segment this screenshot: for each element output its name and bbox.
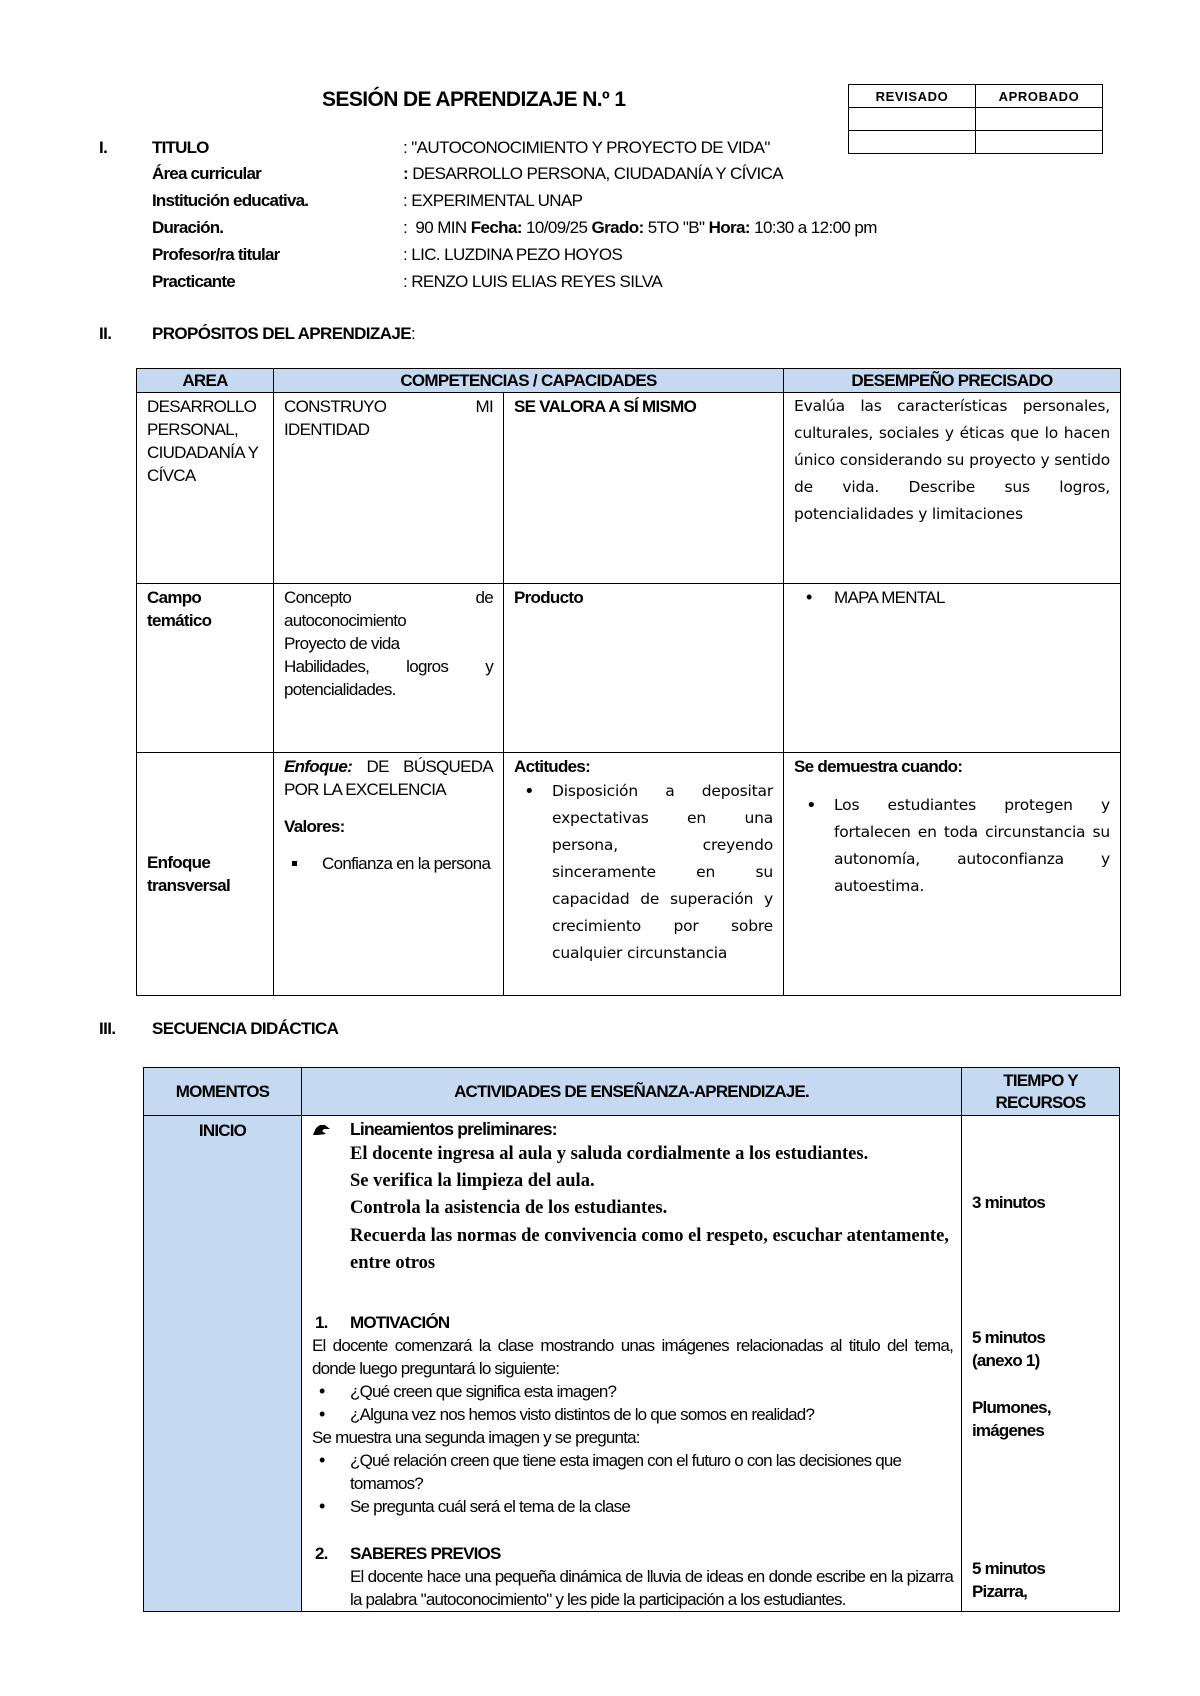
moment-inicio: INICIO xyxy=(144,1116,302,1612)
section-3-title: SECUENCIA DIDÁCTICA xyxy=(152,1019,339,1038)
topic-item: Concepto de autoconocimiento xyxy=(284,588,493,630)
grado-label: Grado: xyxy=(591,218,644,237)
header-area: AREA xyxy=(137,369,274,393)
area-cell xyxy=(137,393,274,584)
header-tiempo: TIEMPO Y RECURSOS xyxy=(962,1068,1120,1116)
enfoque-transversal-cell xyxy=(137,753,274,996)
time-lineamientos: 3 minutos xyxy=(972,1193,1046,1212)
actitudes-cell xyxy=(504,753,784,996)
time-saberes: 5 minutos xyxy=(972,1559,1046,1578)
actitudes-label: Actitudes: xyxy=(514,757,591,776)
producto-list xyxy=(794,586,1110,609)
desempeno-cell xyxy=(784,393,1121,584)
lineamiento-item: El docente ingresa al aula y saluda cordialmente a los estudiantes. xyxy=(350,1144,869,1164)
sequence-table xyxy=(143,1067,1120,1612)
desempeno-text: Evalúa las características personales, culturales, sociales y éticas que lo hacen único considerando su proyecto y sentido de vida. Describe sus logros, potencialidades y limitaciones xyxy=(794,397,1110,523)
campo-tematico-cell xyxy=(137,584,274,753)
producto-label: Producto xyxy=(514,588,584,607)
enfoque-text xyxy=(284,755,493,801)
campo-tematico-label: Campo temático xyxy=(147,588,212,630)
lineamiento-item: Controla la asistencia de los estudiantes. xyxy=(350,1198,668,1218)
info-value-institucion: : EXPERIMENTAL UNAP xyxy=(403,191,583,210)
hora-label: Hora: xyxy=(708,218,750,237)
question-item: • ¿Qué relación creen que tiene esta imagen con el futuro o con las decisiones que tomamos? xyxy=(350,1449,953,1495)
lineamientos-block xyxy=(312,1118,953,1277)
saberes-number: 2. xyxy=(315,1544,328,1563)
resources-saberes: Pizarra, xyxy=(972,1582,1028,1601)
fecha-value: 10/09/25 xyxy=(521,218,592,237)
section-3-number: III. xyxy=(99,1019,116,1038)
time-motivacion-note: (anexo 1) xyxy=(972,1351,1040,1370)
info-value-duracion xyxy=(403,218,877,238)
fecha-label: Fecha: xyxy=(470,218,522,237)
review-table xyxy=(848,84,1103,154)
area-colon: : xyxy=(403,164,409,183)
producto-cell xyxy=(504,584,784,753)
info-value-area xyxy=(403,164,783,184)
enfoque-label: Enfoque: xyxy=(284,757,353,776)
enfoque-transversal-label: Enfoque transversal xyxy=(147,853,231,895)
question-item: • ¿Alguna vez nos hemos visto distintos de lo que somos en realidad? xyxy=(350,1403,953,1426)
motivacion-title: MOTIVACIÓN xyxy=(350,1313,450,1332)
competencia-text: CONSTRUYO MI IDENTIDAD xyxy=(284,397,493,439)
time-motivacion: 5 minutos xyxy=(972,1328,1046,1347)
page-title: SESIÓN DE APRENDIZAJE N.º 1 xyxy=(322,88,626,111)
area-value: DESARROLLO PERSONA, CIUDADANÍA Y CÍVICA xyxy=(412,164,784,183)
hora-value: 10:30 a 12:00 pm xyxy=(749,218,877,237)
section-1-number: I. xyxy=(99,138,108,157)
motivacion-text: El docente comenzará la clase mostrando unas imágenes relacionadas al titulo del tema, donde luego preguntará lo siguiente: xyxy=(312,1336,953,1378)
lineamiento-item: Se verifica la limpieza del aula. xyxy=(350,1171,595,1191)
question-item: • ¿Qué creen que significa esta imagen? xyxy=(350,1380,953,1403)
info-value-practicante: : RENZO LUIS ELIAS REYES SILVA xyxy=(403,272,663,291)
info-label-titulo: TITULO xyxy=(152,138,209,157)
header-actividades: ACTIVIDADES DE ENSEÑANZA-APRENDIZAJE. xyxy=(302,1068,962,1116)
time-resources-cell xyxy=(962,1116,1120,1612)
topic-item: Proyecto de vida xyxy=(284,634,400,653)
enfoque-value: DE BÚSQUEDA POR LA EXCELENCIA xyxy=(284,757,493,799)
saberes-heading xyxy=(312,1542,953,1565)
demuestra-label: Se demuestra cuando: xyxy=(794,757,963,776)
demuestra-list xyxy=(794,792,1110,900)
revisado-cell xyxy=(849,131,976,154)
aprobado-cell xyxy=(976,108,1103,131)
purposes-table xyxy=(136,368,1121,996)
section-2-number: II. xyxy=(99,324,112,343)
competencia-cell xyxy=(274,393,504,584)
motivacion-text-2: Se muestra una segunda imagen y se pregunta: xyxy=(312,1428,640,1447)
producto-item: • MAPA MENTAL xyxy=(834,586,1110,609)
header-desempeno: DESEMPEÑO PRECISADO xyxy=(784,369,1121,393)
motivacion-heading xyxy=(312,1311,953,1334)
valores-label: Valores: xyxy=(284,817,345,836)
capacidad-text: SE VALORA A SÍ MISMO xyxy=(514,397,697,416)
revisado-cell xyxy=(849,108,976,131)
producto-value-cell xyxy=(784,584,1121,753)
revisado-header: REVISADO xyxy=(849,85,976,108)
hand-pointer-icon xyxy=(312,1120,332,1143)
activities-cell xyxy=(302,1116,962,1612)
saberes-text: El docente hace una pequeña dinámica de lluvia de ideas en donde escribe en la pizarra la palabra "autoconocimiento" y les pide la participación a los estudiantes. xyxy=(350,1567,953,1609)
info-label-profesor: Profesor/ra titular xyxy=(152,245,280,264)
section-2-colon: : xyxy=(410,324,416,343)
motivacion-number: 1. xyxy=(315,1313,328,1332)
header-competencias: COMPETENCIAS / CAPACIDADES xyxy=(274,369,784,393)
aprobado-header: APROBADO xyxy=(976,85,1103,108)
info-label-institucion: Institución educativa. xyxy=(152,191,309,210)
topic-item: Habilidades, logros y potencialidades. xyxy=(284,657,493,699)
demuestra-item: • Los estudiantes protegen y fortalecen en toda circunstancia su autonomía, autoconfianza y autoestima. xyxy=(834,792,1110,900)
topics-cell xyxy=(274,584,504,753)
motivacion-questions-2 xyxy=(312,1449,953,1518)
valor-item: Confianza en la persona xyxy=(322,852,493,875)
lineamientos-title: Lineamientos preliminares: xyxy=(350,1119,557,1139)
info-label-practicante: Practicante xyxy=(152,272,235,291)
enfoque-cell xyxy=(274,753,504,996)
section-2-title-text: PROPÓSITOS DEL APRENDIZAJE xyxy=(152,324,411,343)
grado-value: 5TO "B" xyxy=(643,218,709,237)
lineamiento-item: Recuerda las normas de convivencia como el respeto, escuchar atentamente, entre otros xyxy=(350,1226,949,1273)
header-momentos: MOMENTOS xyxy=(144,1068,302,1116)
info-label-duracion: Duración. xyxy=(152,218,224,237)
question-item: • Se pregunta cuál será el tema de la clase xyxy=(350,1495,953,1518)
info-value-profesor: : LIC. LUZDINA PEZO HOYOS xyxy=(403,245,623,264)
actitud-item: • Disposición a depositar expectativas en una persona, creyendo sinceramente en su capacidad de superación y crecimiento por sobre cualquier circunstancia xyxy=(552,778,773,967)
actitudes-list xyxy=(514,778,773,967)
duration-prefix: : 90 MIN xyxy=(403,218,471,237)
demuestra-cell xyxy=(784,753,1121,996)
section-2-title xyxy=(152,324,415,344)
saberes-title: SABERES PREVIOS xyxy=(350,1544,501,1563)
aprobado-cell xyxy=(976,131,1103,154)
capacidad-cell xyxy=(504,393,784,584)
resources-motivacion: Plumones, imágenes xyxy=(972,1398,1051,1440)
valores-list xyxy=(284,852,493,875)
area-text: DESARROLLO PERSONAL, CIUDADANÍA Y CÍVCA xyxy=(147,397,258,485)
info-label-area: Área curricular xyxy=(152,164,261,183)
motivacion-questions-1 xyxy=(312,1380,953,1426)
info-value-titulo: : "AUTOCONOCIMIENTO Y PROYECTO DE VIDA" xyxy=(403,138,770,157)
